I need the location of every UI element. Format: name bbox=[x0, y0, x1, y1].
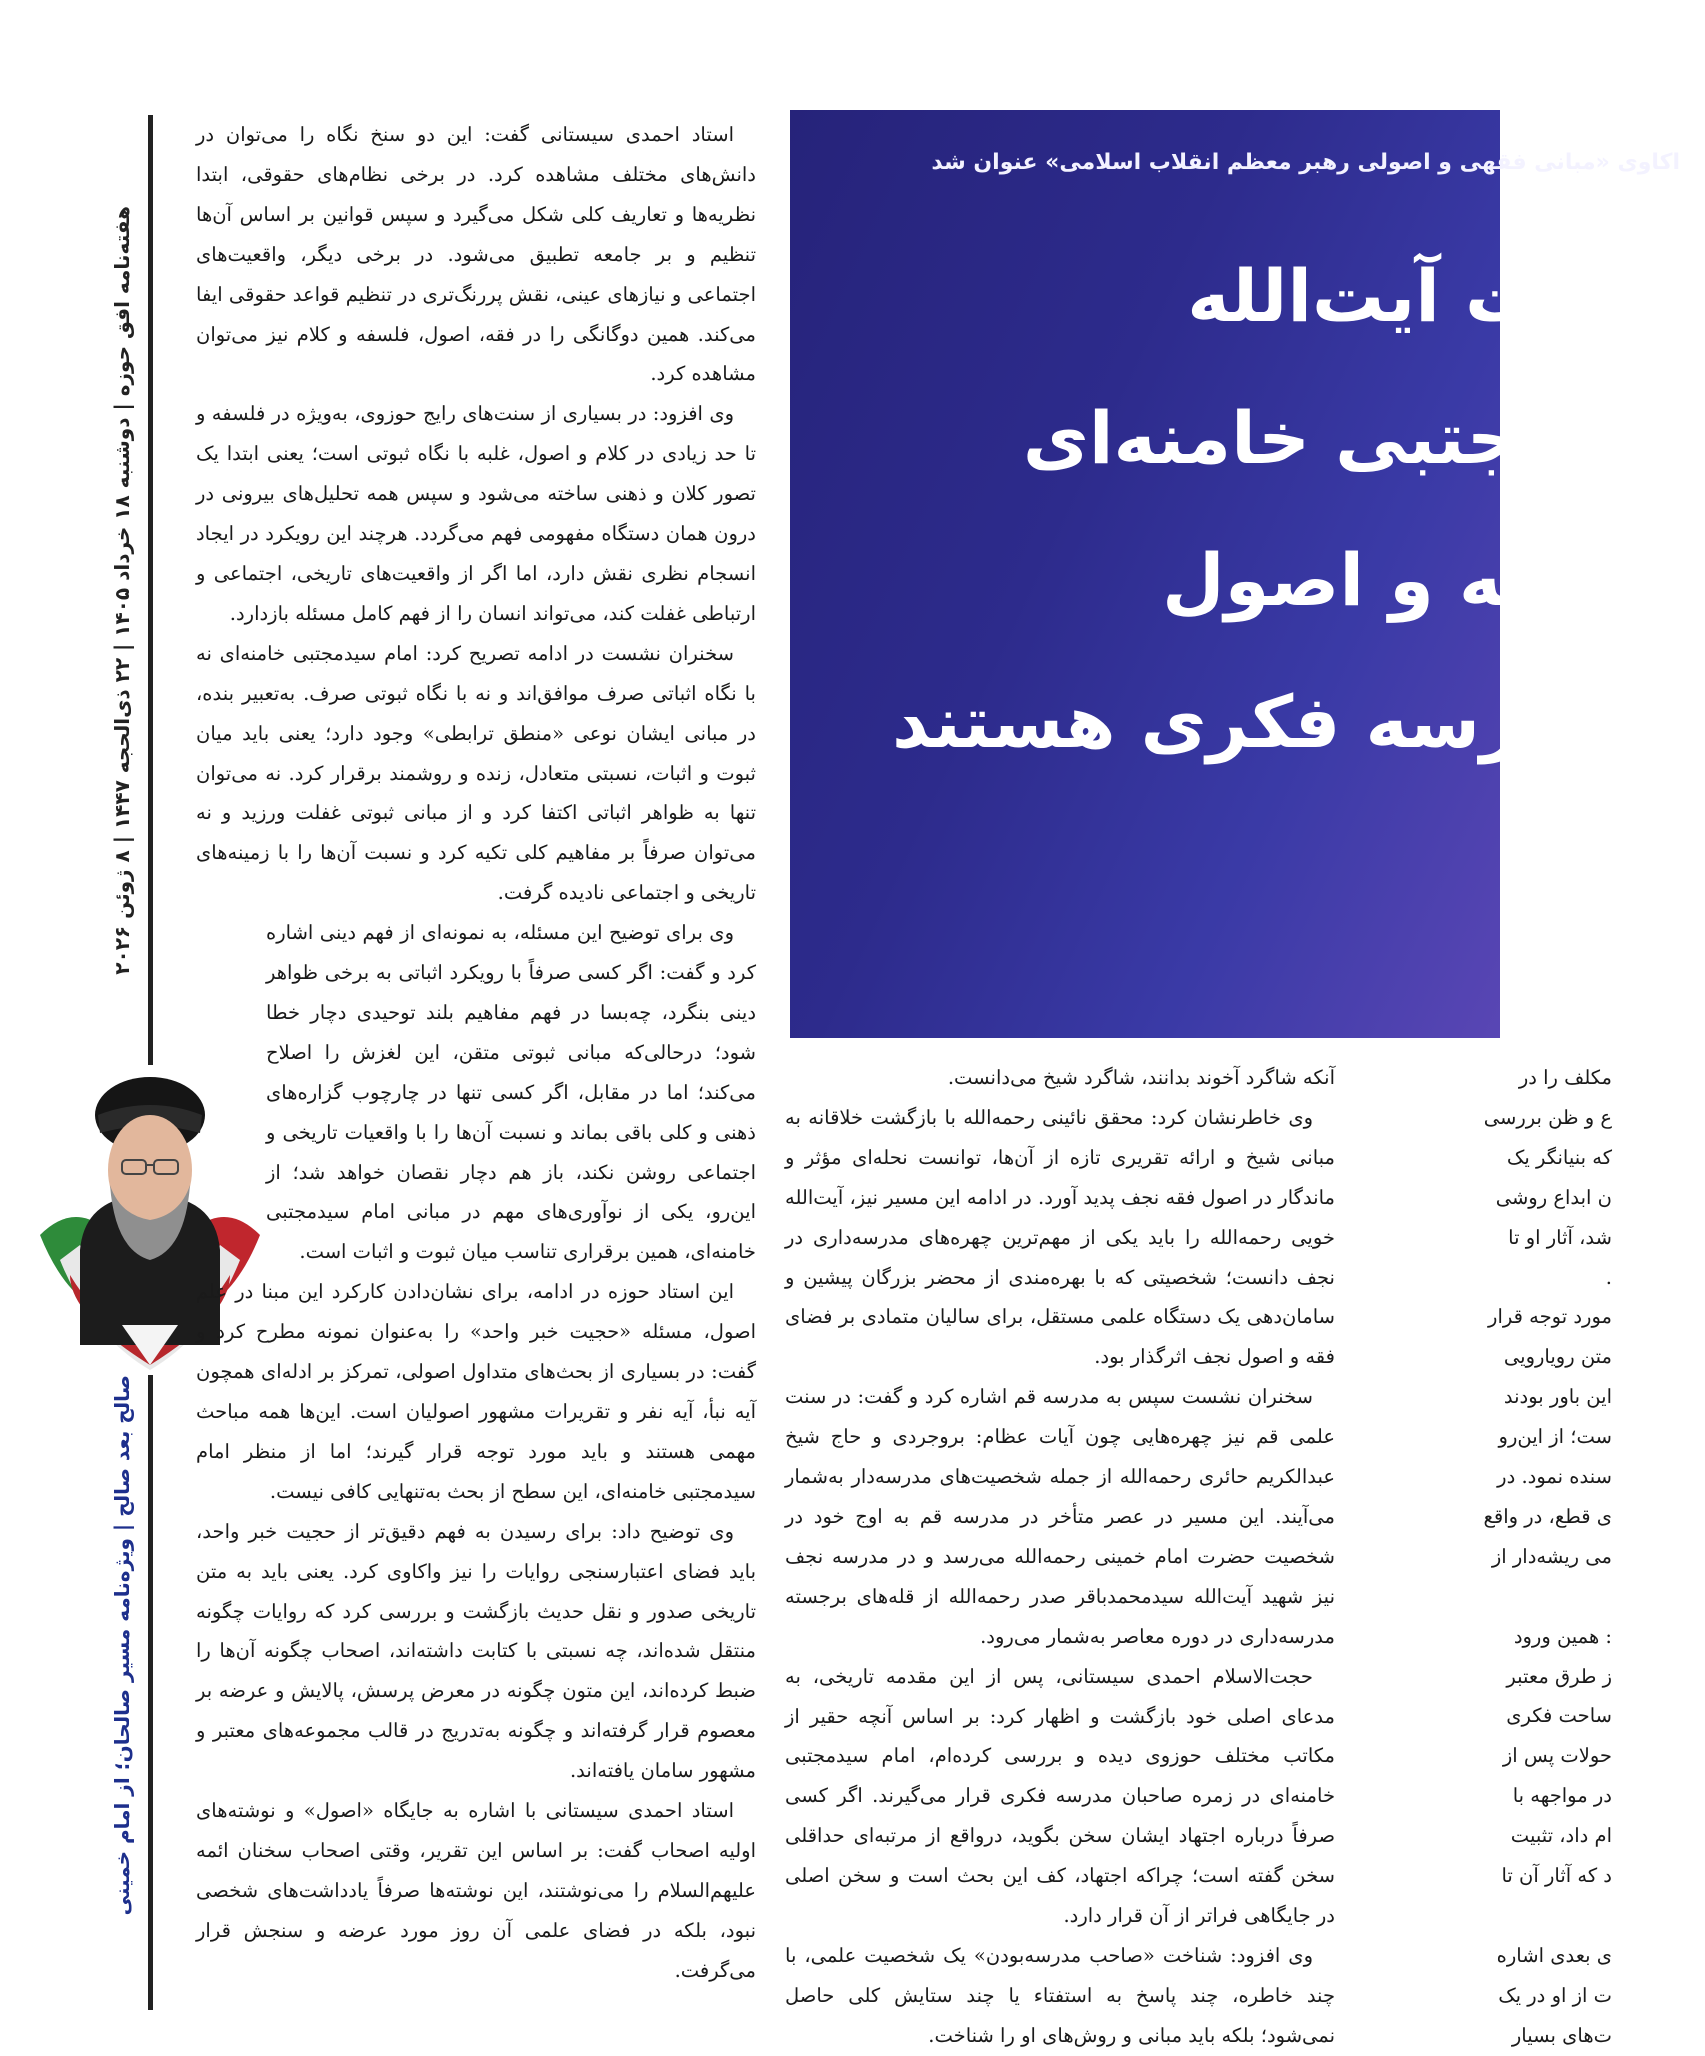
special-issue-text: صالح بعد صالح | ویژه‌نامه مسیر صالحان؛ از امام خمینی bbox=[110, 1375, 134, 1916]
paragraph: سخنران نشست سپس به مدرسه قم اشاره کرد و گفت: در سنت علمی قم نیز چهره‌هایی چون آیات عظام: بروجردی و حاج شیخ عبدالکریم حائری رحمه‌الله از جمله شخصیت‌های مدرسه‌دار به‌شمار می‌آیند. این مسیر در عصر متأخر در مدرسه قم به اوج خود در شخصیت حضرت امام خمینی رحمه‌الله می‌رسد و در مدرسه نجف نیز شهید آیت‌الله سیدمحمدباقر صدر رحمه‌الله از قله‌های برجسته مدرسه‌داری در دوره معاصر به‌شمار می‌رود. bbox=[785, 1385, 1335, 1648]
headline-line: در فقه و اصول bbox=[1162, 538, 1705, 622]
text-line: ت‌های بسیار bbox=[1511, 2023, 1612, 2047]
text-line: . bbox=[1605, 1265, 1612, 1289]
paragraph: آنکه شاگرد آخوند بدانند، شاگرد شیخ می‌دانست. bbox=[947, 1066, 1335, 1089]
text-line: ی قطع، در واقع bbox=[1483, 1504, 1612, 1528]
article-column-right-cropped bbox=[1372, 1058, 1612, 2047]
text-line: می ریشه‌دار از bbox=[1491, 1544, 1612, 1568]
headline-line: حضرت آیت‌الله bbox=[1187, 254, 1705, 338]
text-line: ام داد، تثبیت bbox=[1510, 1824, 1612, 1848]
text-line: ست؛ از این‌رو bbox=[1498, 1425, 1612, 1449]
text-line: د که آثار آن تا bbox=[1501, 1864, 1612, 1888]
text-line: ساحت فکری bbox=[1506, 1704, 1612, 1728]
headline-panel bbox=[790, 110, 1705, 1038]
article-column-middle bbox=[785, 1058, 1335, 2047]
issue-info-strip bbox=[100, 115, 144, 1065]
paragraph: استاد احمدی سیستانی گفت: این دو سنخ نگاه را می‌توان در دانش‌های مختلف مشاهده کرد. در برخی نظام‌های حقوقی، ابتدا نظریه‌ها و تعاریف کلی شکل می‌گیرد و سپس قوانین بر اساس آن‌ها تنظیم و بر جامعه تطبیق می‌شود. در برخی دیگر، واقعیت‌های اجتماعی و نیازهای عینی، نقش پررنگ‌تری در تنظیم قواعد حقوقی ایفا می‌کند. همین دوگانگی را در فقه، اصول، فلسفه و کلام نیز می‌توان مشاهده کرد. bbox=[196, 123, 756, 386]
text-line: که بنیانگر یک bbox=[1506, 1145, 1612, 1169]
text-line: حولات پس از bbox=[1502, 1744, 1612, 1768]
text-line: در مواجهه با bbox=[1512, 1784, 1612, 1808]
text-line: این باور بودند bbox=[1503, 1385, 1612, 1409]
masthead-rule-top bbox=[148, 115, 153, 1065]
text-line: سنده نمود. در bbox=[1497, 1465, 1612, 1489]
paragraph: حجت‌الاسلام احمدی سیستانی، پس از این مقدمه تاریخی، به مدعای اصلی خود بازگشت و اظهار کرد: بر اساس آنچه حقیر از مکاتب مختلف حوزوی دیده و بررسی کرده‌ام، امام سیدمجتبی خامنه‌ای در زمره صاحبان مدرسه فکری قرار می‌گیرند. اگر کسی صرفاً درباره اجتهاد ایشان سخن بگوید، درواقع از مرتبه‌ای حداقلی سخن گفته است؛ چراکه اجتهاد، کف این بحث است و سخن اصلی در جایگاهی فراتر از آن قرار دارد. bbox=[785, 1664, 1335, 1928]
text-line: ت از او در یک bbox=[1498, 1983, 1612, 2007]
paragraph: وی برای توضیح این مسئله، به نمونه‌ای از فهم دینی اشاره کرد و گفت: اگر کسی صرفاً با رویکرد اثباتی به برخی ظواهر دینی بنگرد، چه‌بسا در فهم مفاهیم بلند توحیدی دچار خطا شود؛ درحالی‌که مبانی ثبوتی متقن، این لغزش را اصلاح می‌کند؛ اما در مقابل، اگر کسی تنها در چارچوب گزاره‌های ذهنی و کلی باقی بماند و نسبت آن‌ها را با واقعیات تاریخی و اجتماعی روشن نکند، باز هم دچار نقصان خواهد شد؛ از این‌رو، یکی از نوآوری‌های مهم در مبانی امام سیدمجتبی خامنه‌ای، همین برقراری تناسب میان ثبوت و اثبات است. bbox=[266, 921, 756, 1264]
text-line: شد، آثار او تا bbox=[1508, 1225, 1612, 1249]
paragraph: وی توضیح داد: برای رسیدن به فهم دقیق‌تر از حجیت خبر واحد، باید فضای اعتبارسنجی روایات را نیز واکاوی کرد. یعنی باید به متن تاریخی صدور و نقل حدیث بازگشت و بررسی کرد که روایات چگونه منتقل شده‌اند، چه نسبتی با کتابت داشته‌اند، اصحاب چگونه آن‌ها را ضبط کرده‌اند، این متون چگونه در معرض پرسش، پالایش و عرضه بر معصوم قرار گرفته‌اند و چگونه به‌تدریج در قالب مجموعه‌های معتبر و مشهور سامان یافته‌اند. bbox=[196, 1519, 756, 1783]
text-line: ی بعدی اشاره bbox=[1496, 1943, 1612, 1967]
headline bbox=[805, 225, 1705, 793]
headline-line: سیدمجتبی خامنه‌ای bbox=[1022, 396, 1705, 480]
article-column-left bbox=[196, 115, 756, 2010]
paragraph: وی خاطرنشان کرد: محقق نائینی رحمه‌الله با بازگشت خلاقانه به مبانی شیخ و ارائه تقریری تازه از آن‌ها، توانست نحله‌ای مؤثر و ماندگار در اصول فقه نجف پدید آورد. در ادامه این مسیر نیز، آیت‌الله خویی رحمه‌الله را باید یکی از مهم‌ترین چهره‌های مدرسه‌داری در نجف دانست؛ شخصیتی که با بهره‌مندی از محضر بزرگان پیشین و سامان‌دهی یک دستگاه علمی مستقل، برای سالیان متمادی بر فضای فقه و اصول نجف اثرگذار بود. bbox=[785, 1105, 1335, 1369]
text-line: مکلف را در bbox=[1518, 1066, 1612, 1089]
text-line: ز طرق معتبر bbox=[1506, 1664, 1612, 1688]
text-line: ع و ظن بررسی bbox=[1483, 1105, 1612, 1129]
issue-info-text: هفته‌نامه افق حوزه | دوشنبه ۱۸ خرداد ۱۴۰۵ | ۲۲ ذی‌الحجه ۱۴۴۷ | ۸ ژوئن ۲۰۲۶ bbox=[110, 205, 134, 975]
text-line: ن ابداع روشی bbox=[1495, 1185, 1612, 1209]
paragraph: استاد احمدی سیستانی با اشاره به جایگاه «اصول» و نوشته‌های اولیه اصحاب گفت: بر اساس این تقریر، وقتی اصحاب سخنان ائمه علیهم‌السلام را می‌نوشتند، این نوشته‌ها صرفاً یادداشت‌های شخصی نبود، بلکه در فضای علمی آن روز مورد عرضه و سنجش قرار می‌گرفت. bbox=[196, 1799, 756, 1982]
text-line: : همین ورود bbox=[1513, 1624, 1612, 1648]
vertical-masthead bbox=[100, 115, 152, 2010]
paragraph: وی افزود: شناخت «صاحب مدرسه‌بودن» یک شخصیت علمی، با چند خاطره، چند پاسخ به استفتاء یا چند ستایش کلی حاصل نمی‌شود؛ بلکه باید مبانی و روش‌های او را شناخت. bbox=[785, 1943, 1335, 2047]
headline-line: ب مدرسه فکری هستند bbox=[892, 680, 1705, 764]
text-line: مورد توجه قرار bbox=[1488, 1305, 1612, 1329]
kicker-line: اکاوی «مبانی فقهی و اصولی رهبر معظم انقلاب اسلامی» عنوان شد bbox=[931, 150, 1680, 175]
text-line: متن رویارویی bbox=[1503, 1345, 1612, 1369]
special-issue-strip bbox=[100, 1375, 144, 2010]
paragraph: سخنران نشست در ادامه تصریح کرد: امام سیدمجتبی خامنه‌ای نه با نگاه اثباتی صرف موافق‌اند و نه با نگاه ثبوتی صرف. به‌تعبیر بنده، در مبانی ایشان نوعی «منطق ترابطی» وجود دارد؛ یعنی باید میان ثبوت و اثبات، نسبتی متعادل، زنده و روشمند برقرار کرد. نه می‌توان تنها به ظواهر اثباتی اکتفا کرد و از مبانی ثبوتی غفلت ورزید و نه می‌توان صرفاً بر مفاهیم کلی تکیه کرد و نسبت آن‌ها را با زمینه‌های تاریخی و اجتماعی نادیده گرفت. bbox=[196, 641, 756, 905]
paragraph: این استاد حوزه در ادامه، برای نشان‌دادن کارکرد این مبنا در علم اصول، مسئله «حجیت خبر واحد» را به‌عنوان نمونه مطرح کرد و گفت: در بسیاری از بحث‌های متداول اصولی، تمرکز بر ادله‌ای همچون آیه نبأ، آیه نفر و تقریرات مشهور اصولیان است. این‌ها همه مباحث مهمی هستند و باید مورد توجه قرار گیرند؛ اما از منظر امام سیدمجتبی خامنه‌ای، این سطح از بحث به‌تنهایی کافی نیست. bbox=[196, 1280, 756, 1503]
paragraph: وی افزود: در بسیاری از سنت‌های رایج حوزوی، به‌ویژه در فلسفه و تا حد زیادی در کلام و اصول، غلبه با نگاه ثبوتی است؛ یعنی ابتدا یک تصور کلان و ذهنی ساخته می‌شود و سپس همه تحلیل‌های بیرونی در درون همان دستگاه مفهومی فهم می‌گردد. هرچند این رویکرد در ایجاد انسجام نظری نقش دارد، اما اگر از واقعیت‌های تاریخی، اجتماعی و ارتباطی غفلت کند، می‌تواند انسان را از فهم کامل مسئله بازدارد. bbox=[196, 402, 756, 625]
masthead-rule-bottom bbox=[148, 1375, 153, 2010]
